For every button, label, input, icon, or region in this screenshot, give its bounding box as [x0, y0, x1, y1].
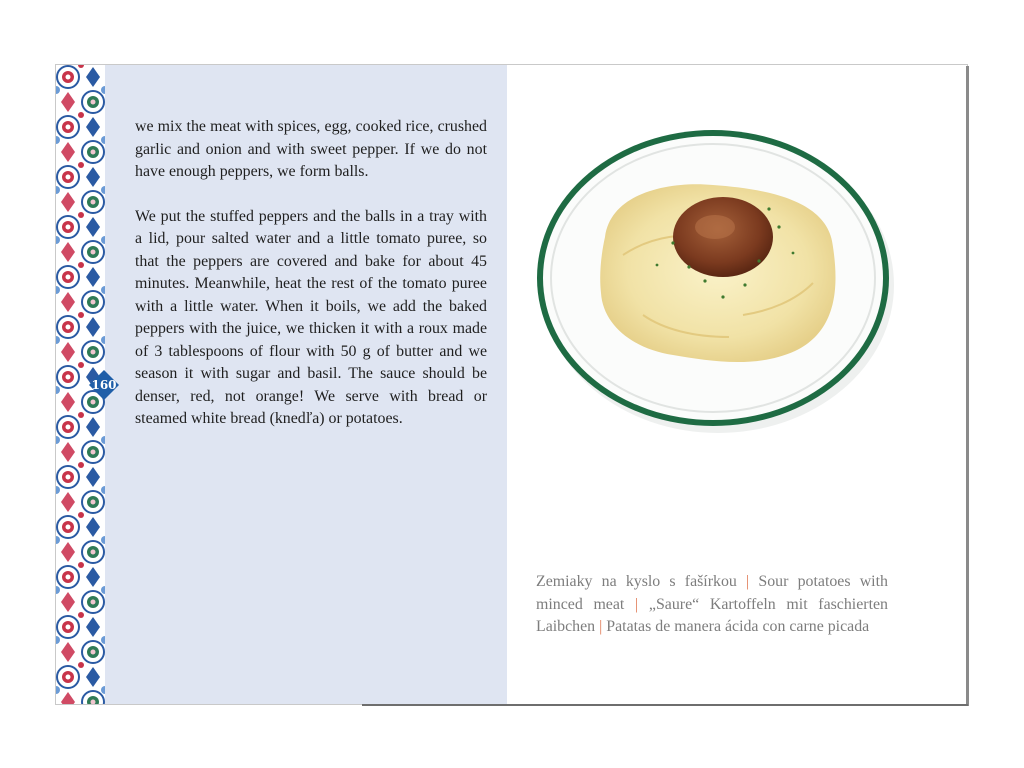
caption-english: Sour potatoes with minced meat — [536, 573, 888, 613]
caption-spanish: Patatas de manera ácida con carne picada — [606, 618, 870, 635]
page-number: 160 — [91, 378, 117, 392]
photo-caption — [536, 571, 888, 639]
paragraph: we mix the meat with spices, egg, cooked rice, crushed garlic and onion and with sweet pepper. If we do not have enough peppers, we form balls. — [135, 118, 487, 180]
caption-separator: | — [635, 595, 639, 613]
recipe-text — [135, 116, 487, 431]
caption-separator: | — [599, 618, 603, 635]
page-bottom-shadow — [362, 704, 968, 706]
page-edge-shadow — [966, 66, 969, 706]
page-number-badge — [89, 370, 119, 400]
paragraph: We put the stuffed peppers and the balls in a tray with a lid, pour salted water and a little tomato puree, so that the peppers are covered and bake for about 45 minutes. Meanwhile, heat the rest of the tomato puree with a little water. When it boils, we add the baked peppers with the juice, we thicken it with a roux made of 3 tablespoons of flour with 50 g of butter and we season it with sugar and basil. The sauce should be denser, red, not orange! We serve with bread or steamed white bread (knedľa) or potatoes. — [135, 207, 487, 427]
dish-photo — [533, 115, 901, 437]
caption-german: „Saure“ Kartoffeln mit faschierten Laibchen — [536, 595, 888, 635]
caption-slovak: Zemiaky na kyslo s fašírkou — [536, 573, 737, 590]
caption-separator: | — [746, 573, 750, 590]
book-spread — [55, 64, 968, 705]
